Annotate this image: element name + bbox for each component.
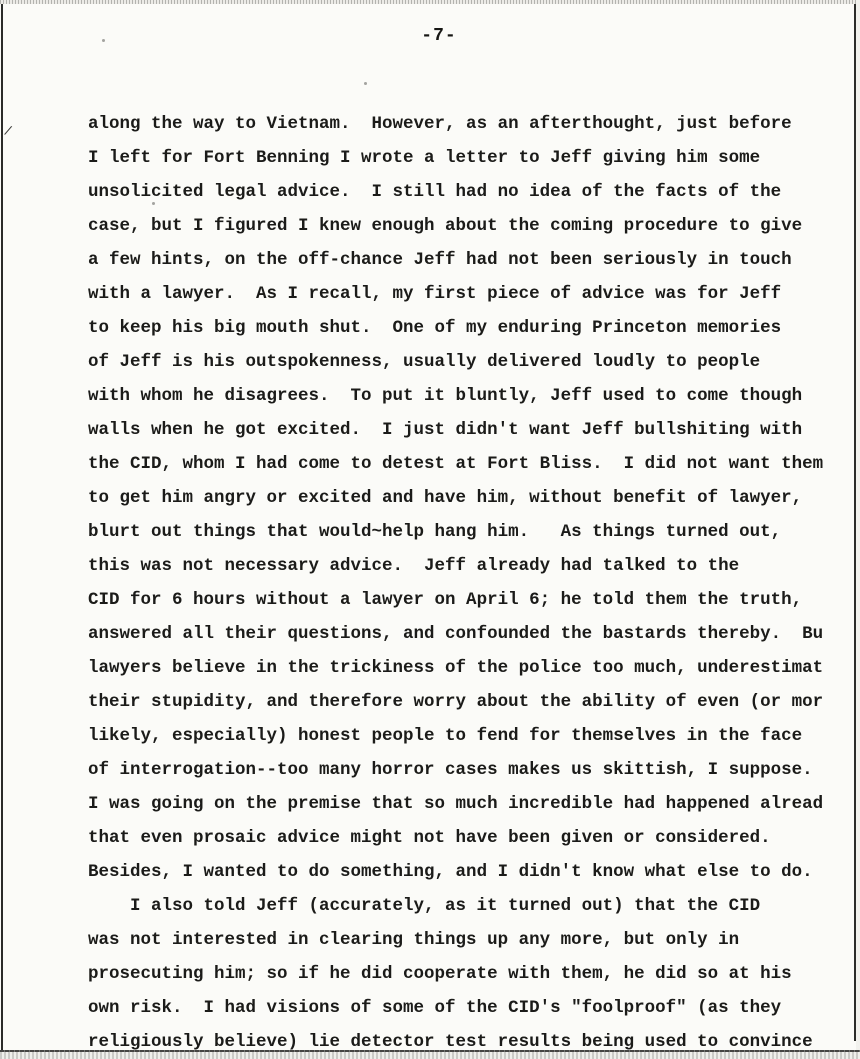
paragraph bbox=[88, 889, 860, 1059]
text-line: of interrogation--too many horror cases makes us skittish, I suppose. bbox=[88, 760, 813, 780]
scan-margin-mark: / bbox=[2, 123, 14, 140]
text-line: I also told Jeff (accurately, as it turned out) that the CID bbox=[130, 896, 761, 916]
paragraph bbox=[88, 107, 860, 889]
text-line: their stupidity, and therefore worry about the ability of even (or mor bbox=[88, 692, 824, 712]
text-line: to keep his big mouth shut. One of my enduring Princeton memories bbox=[88, 318, 782, 338]
scan-speckle bbox=[364, 82, 367, 85]
scan-edge-left bbox=[1, 4, 3, 1052]
text-line: CID for 6 hours without a lawyer on April 6; he told them the truth, bbox=[88, 590, 803, 610]
page-number: -7- bbox=[421, 26, 457, 46]
text-line: blurt out things that would~help hang him. As things turned out, bbox=[88, 522, 782, 542]
text-line: case, but I figured I knew enough about the coming procedure to give bbox=[88, 216, 803, 236]
text-line: a few hints, on the off-chance Jeff had not been seriously in touch bbox=[88, 250, 792, 270]
text-line: that even prosaic advice might not have been given or considered. bbox=[88, 828, 771, 848]
text-line: own risk. I had visions of some of the CID's "foolproof" (as they bbox=[88, 998, 782, 1018]
text-line: Besides, I wanted to do something, and I didn't know what else to do. bbox=[88, 862, 813, 882]
text-line: this was not necessary advice. Jeff already had talked to the bbox=[88, 556, 740, 576]
text-line: likely, especially) honest people to fend for themselves in the face bbox=[88, 726, 803, 746]
document-body bbox=[88, 107, 860, 1059]
text-line: was not interested in clearing things up any more, but only in bbox=[88, 930, 740, 950]
text-line: lawyers believe in the trickiness of the police too much, underestimat bbox=[88, 658, 824, 678]
text-line: with whom he disagrees. To put it bluntly, Jeff used to come though bbox=[88, 386, 803, 406]
text-line: prosecuting him; so if he did cooperate with them, he did so at his bbox=[88, 964, 792, 984]
text-line: I left for Fort Benning I wrote a letter to Jeff giving him some bbox=[88, 148, 761, 168]
scan-edge-top bbox=[0, 0, 860, 4]
text-line: along the way to Vietnam. However, as an afterthought, just before bbox=[88, 114, 792, 134]
text-line: walls when he got excited. I just didn't want Jeff bullshiting with bbox=[88, 420, 803, 440]
text-line: I was going on the premise that so much incredible had happened alread bbox=[88, 794, 824, 814]
scan-speckle bbox=[102, 39, 105, 42]
text-line: religiously believe) lie detector test results being used to convince bbox=[88, 1032, 813, 1052]
text-line: with a lawyer. As I recall, my first piece of advice was for Jeff bbox=[88, 284, 782, 304]
text-line: of Jeff is his outspokenness, usually delivered loudly to people bbox=[88, 352, 761, 372]
text-line: answered all their questions, and confounded the bastards thereby. Bu bbox=[88, 624, 824, 644]
text-line: unsolicited legal advice. I still had no idea of the facts of the bbox=[88, 182, 782, 202]
text-line: to get him angry or excited and have him, without benefit of lawyer, bbox=[88, 488, 803, 508]
text-line: the CID, whom I had come to detest at Fort Bliss. I did not want them bbox=[88, 454, 824, 474]
